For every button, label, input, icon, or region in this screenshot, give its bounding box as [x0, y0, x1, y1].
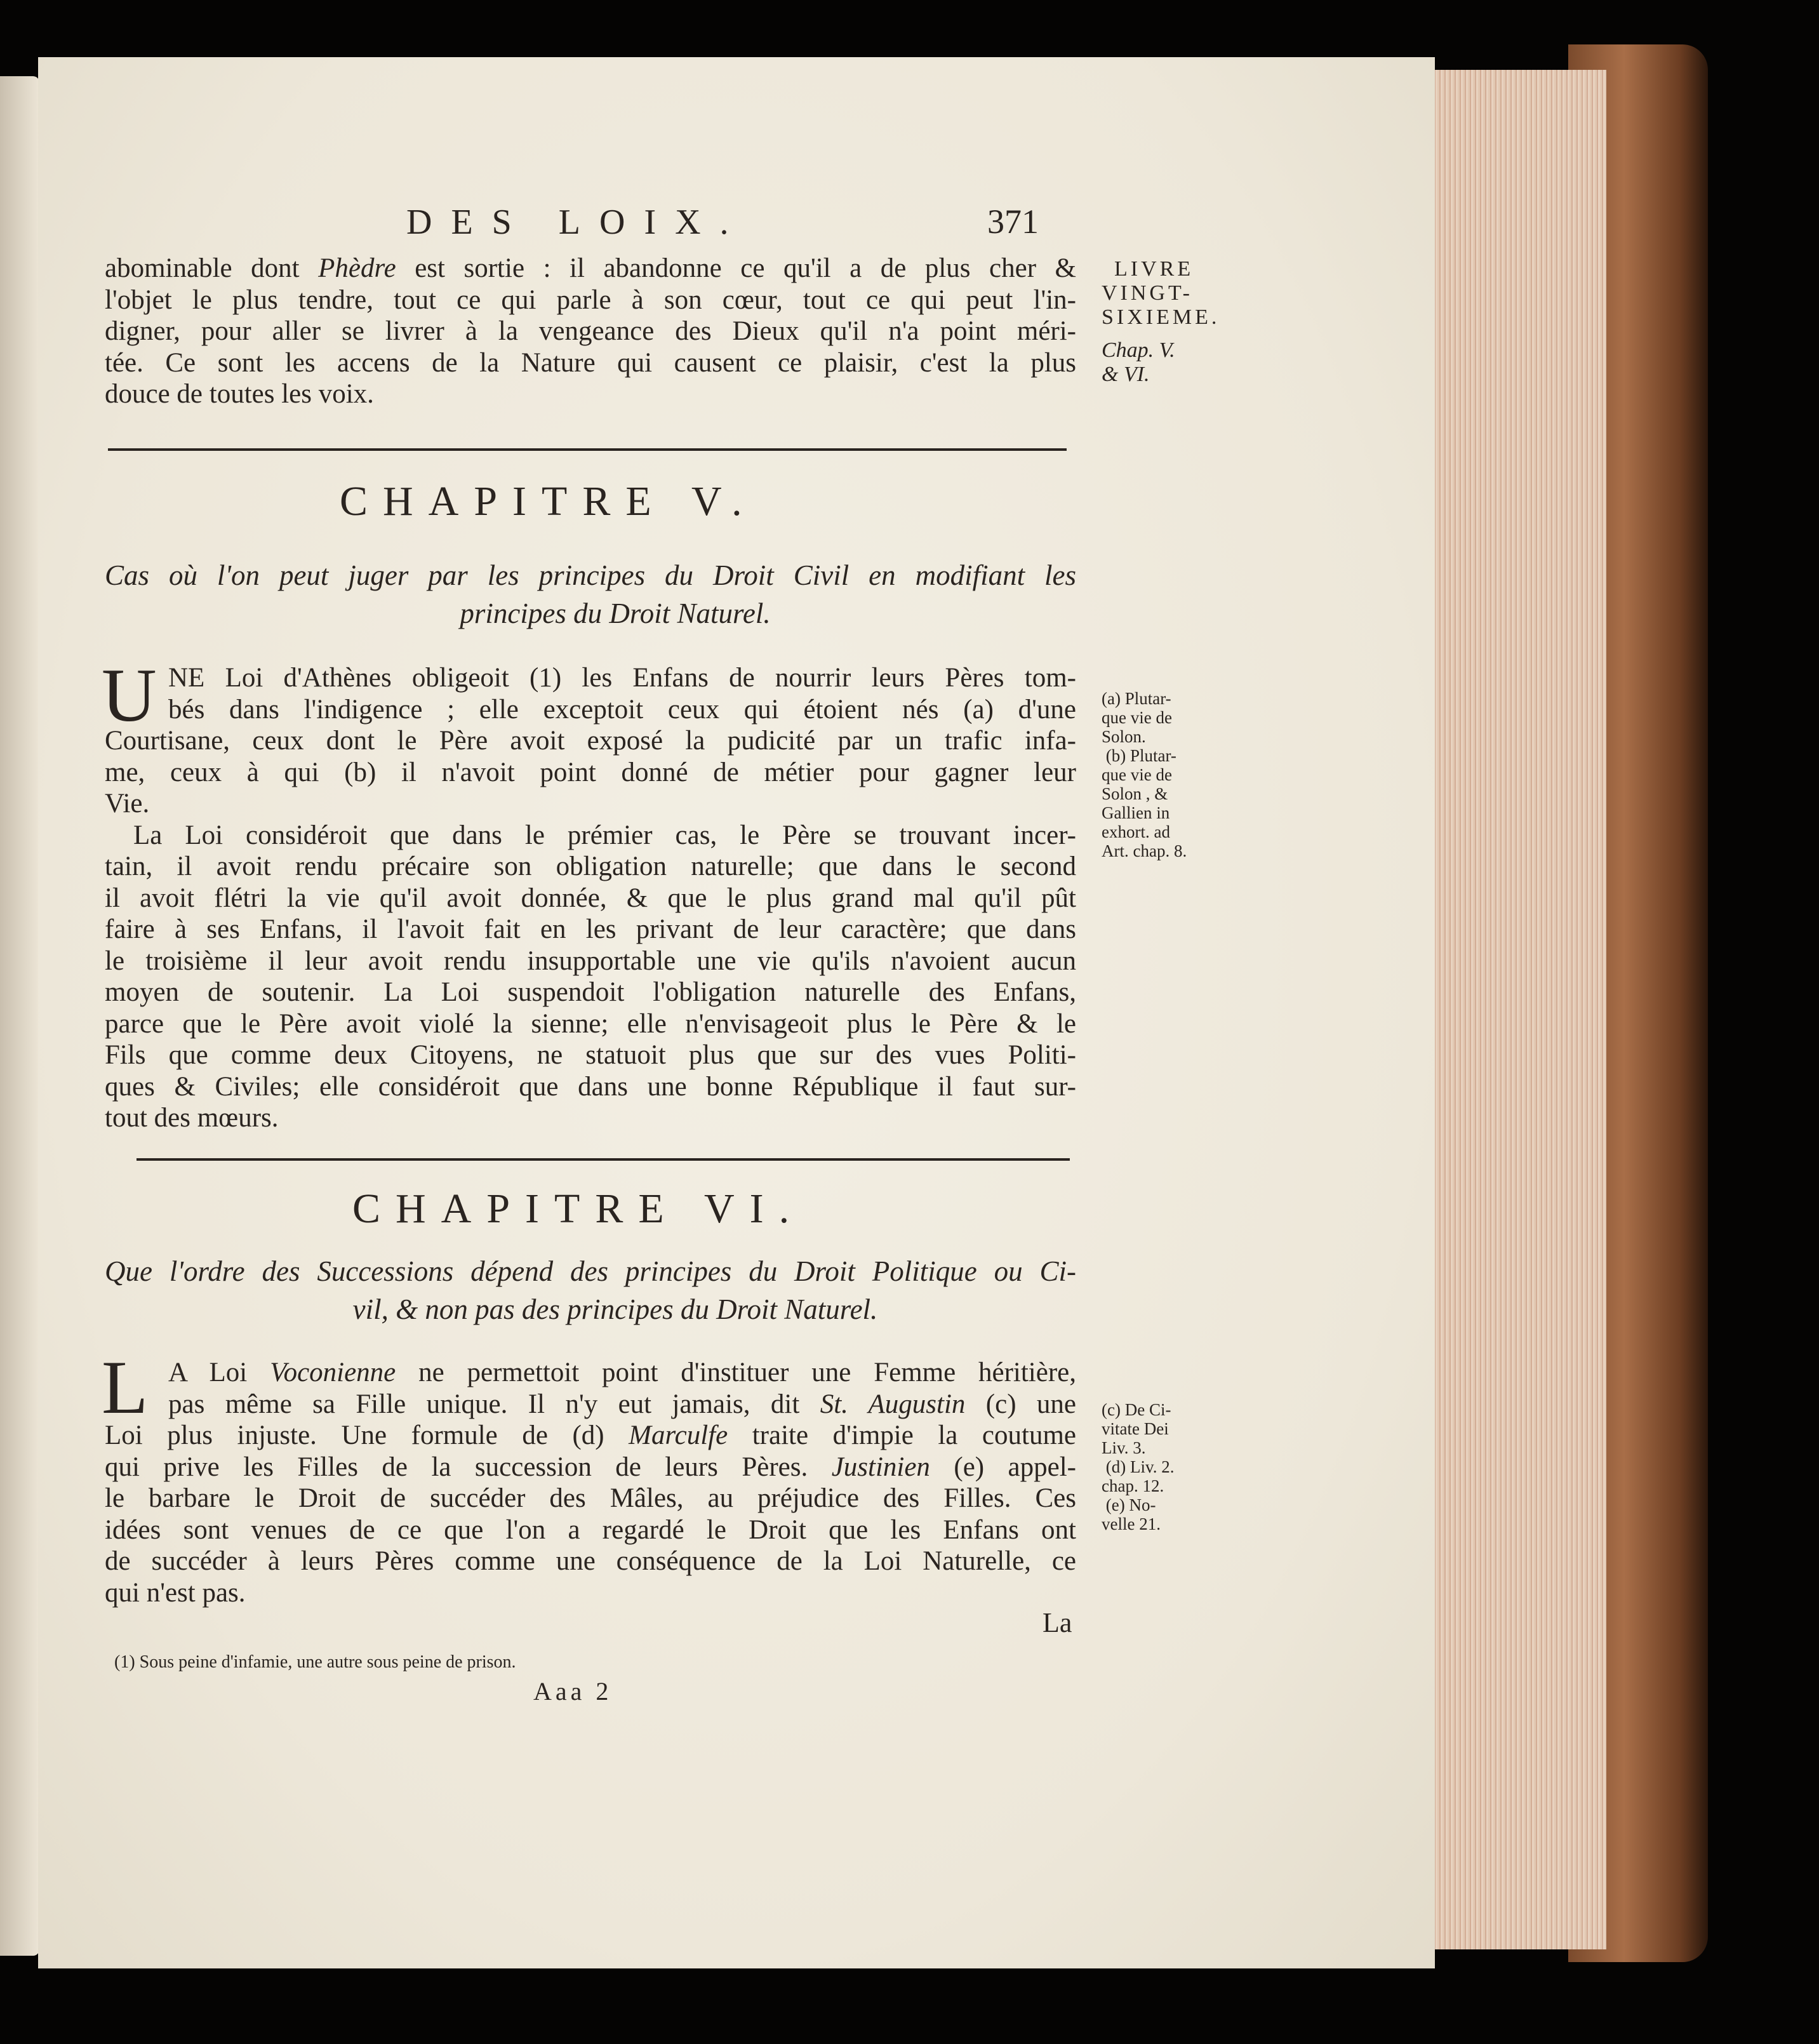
italic-name: St. Augustin: [820, 1389, 966, 1419]
signature-mark: Aaa 2: [533, 1677, 613, 1706]
text-run: digner, pour aller se livrer à la vengeance des Dieux qu'il n'a point méri-: [105, 316, 1076, 346]
text-line: [105, 1102, 1076, 1134]
side-heading-livre: LIVRE: [1114, 257, 1194, 281]
text-run: qui n'est pas.: [105, 1577, 246, 1608]
text-run: ne permettoit point d'instituer une Femme héritière,: [396, 1358, 1076, 1387]
text-run: traite d'impie la coutume: [728, 1420, 1076, 1450]
italic-name: Justinien: [831, 1452, 930, 1482]
text-line: [105, 757, 1076, 789]
page-fore-edge: [1422, 70, 1606, 1949]
text-line: [168, 1357, 1076, 1389]
chapter-5-title: CHAPITRE V.: [340, 478, 757, 524]
catchword: La: [1043, 1607, 1072, 1638]
chapter-6-subtitle-line: vil, & non pas des principes du Droit Naturel.: [352, 1293, 878, 1325]
text-run: moyen de soutenir. La Loi suspendoit l'obligation naturelle des Enfans,: [105, 977, 1076, 1007]
text-run: parce que le Père avoit violé la sienne; elle n'envisageoit plus le Père & le: [105, 1008, 1076, 1039]
text-line: [105, 820, 1076, 852]
chapter-5-subtitle-line: Cas où l'on peut juger par les principes du Droit Civil en modifiant les: [105, 559, 1076, 591]
text-line: [105, 1483, 1076, 1514]
italic-name: Phèdre: [318, 253, 396, 283]
text-line: [168, 662, 1076, 694]
text-line: [105, 945, 1076, 977]
text-line: [105, 1452, 1076, 1483]
drop-cap: U: [102, 653, 157, 737]
text-run: me, ceux à qui (b) il n'avoit point donné de métier pour gagner leur: [105, 757, 1076, 787]
text-line: [168, 1389, 1076, 1420]
side-heading-chap-vi: & VI.: [1102, 363, 1150, 386]
page-number: 371: [987, 203, 1039, 241]
text-run: NE Loi d'Athènes obligeoit (1) les Enfans de nourrir leurs Pères tom-: [168, 663, 1076, 693]
side-heading-vingt: VINGT-: [1102, 281, 1193, 305]
text-run: tée. Ce sont les accens de la Nature qui causent ce plaisir, c'est la plus: [105, 347, 1076, 378]
text-run: le barbare le Droit de succéder des Mâles, au préjudice des Filles. Ces: [105, 1483, 1076, 1513]
text-run: (e) appel-: [929, 1452, 1076, 1482]
text-line: [105, 725, 1076, 757]
text-run: ques & Civiles; elle considéroit que dans une bonne République il faut sur-: [105, 1071, 1076, 1102]
text-line: [105, 347, 1076, 379]
text-run: abominable dont: [105, 253, 319, 283]
footnote: (1) Sous peine d'infamie, une autre sous peine de prison.: [114, 1652, 516, 1672]
text-line: [105, 1420, 1076, 1452]
text-run: La Loi considéroit que dans le prémier cas, le Père se trouvant incer-: [133, 820, 1076, 850]
text-run: A Loi: [168, 1358, 270, 1387]
text-run: Loi plus injuste. Une formule de (d): [105, 1420, 629, 1450]
text-run: Fils que comme deux Citoyens, ne statuoit plus que sur des vues Politi-: [105, 1040, 1076, 1070]
text-run: tain, il avoit rendu précaire son obligation naturelle; que dans le second: [105, 852, 1076, 881]
side-heading-chap: Chap. V.: [1102, 338, 1175, 362]
side-heading-sixieme: SIXIEME.: [1102, 305, 1220, 329]
text-line: [105, 284, 1076, 316]
drop-cap: L: [102, 1345, 149, 1429]
text-line: [105, 883, 1076, 914]
text-line: [105, 378, 1076, 410]
text-line: [105, 851, 1076, 883]
text-run: tout des mœurs.: [105, 1103, 279, 1133]
text-line: [105, 1577, 1076, 1609]
text-run: il avoit flétri la vie qu'il avoit donnée, & que le plus grand mal qu'il pût: [105, 883, 1076, 913]
text-line: [105, 1039, 1076, 1071]
chapter-5-subtitle-line: principes du Droit Naturel.: [460, 598, 771, 629]
text-run: l'objet le plus tendre, tout ce qui parle à son cœur, tout ce qui peut l'in-: [105, 284, 1076, 315]
section-rule: [108, 448, 1067, 451]
text-run: (c) une: [965, 1389, 1076, 1419]
section-rule: [137, 1158, 1070, 1161]
side-heading: [1102, 257, 1220, 387]
text-run: qui prive les Filles de la succession de leurs Pères.: [105, 1452, 832, 1482]
text-line: [105, 977, 1076, 1008]
text-line: [105, 253, 1076, 284]
marginal-notes: (c) De Ci- vitate Dei Liv. 3. (d) Liv. 2. chap. 12. (e) No- velle 21.: [1102, 1400, 1175, 1533]
italic-name: Voconienne: [270, 1358, 396, 1387]
text-run: douce de toutes les voix.: [105, 379, 374, 409]
running-header: DES LOIX.: [406, 203, 748, 242]
chapter-6-title: CHAPITRE VI.: [352, 1186, 805, 1232]
text-run: faire à ses Enfans, il l'avoit fait en les privant de leur caractère; que dans: [105, 914, 1076, 944]
text-run: le troisième il leur avoit rendu insupportable une vie qu'ils n'avoient aucun: [105, 945, 1076, 976]
text-run: idées sont venues de ce que l'on a regardé le Droit que les Enfans ont: [105, 1514, 1076, 1545]
text-line: [105, 788, 1076, 820]
chapter-6-subtitle-line: Que l'ordre des Successions dépend des principes du Droit Politique ou Ci-: [105, 1255, 1076, 1287]
text-line: [168, 694, 1076, 726]
text-line: [105, 1008, 1076, 1040]
text-run: de succéder à leurs Pères comme une conséquence de la Loi Naturelle, ce: [105, 1546, 1076, 1576]
text-run: est sortie : il abandonne ce qu'il a de plus cher &: [396, 253, 1077, 283]
text-run: bés dans l'indigence ; elle exceptoit ceux qui étoient nés (a) d'une: [168, 694, 1076, 725]
text-line: [105, 914, 1076, 945]
text-line: [105, 316, 1076, 347]
text-run: Courtisane, ceux dont le Père avoit exposé la pudicité par un trafic infa-: [105, 726, 1076, 756]
text-run: Vie.: [105, 789, 150, 818]
marginal-notes: (a) Plutar- que vie de Solon. (b) Plutar- que vie de Solon , & Gallien in exhort. ad Art. chap. 8.: [1102, 689, 1187, 860]
text-line: [105, 1514, 1076, 1546]
text-line: [105, 1546, 1076, 1577]
text-run: pas même sa Fille unique. Il n'y eut jamais, dit: [168, 1389, 820, 1419]
italic-name: Marculfe: [629, 1420, 728, 1450]
text-line: [105, 1071, 1076, 1103]
facing-page-edge: [0, 76, 39, 1956]
